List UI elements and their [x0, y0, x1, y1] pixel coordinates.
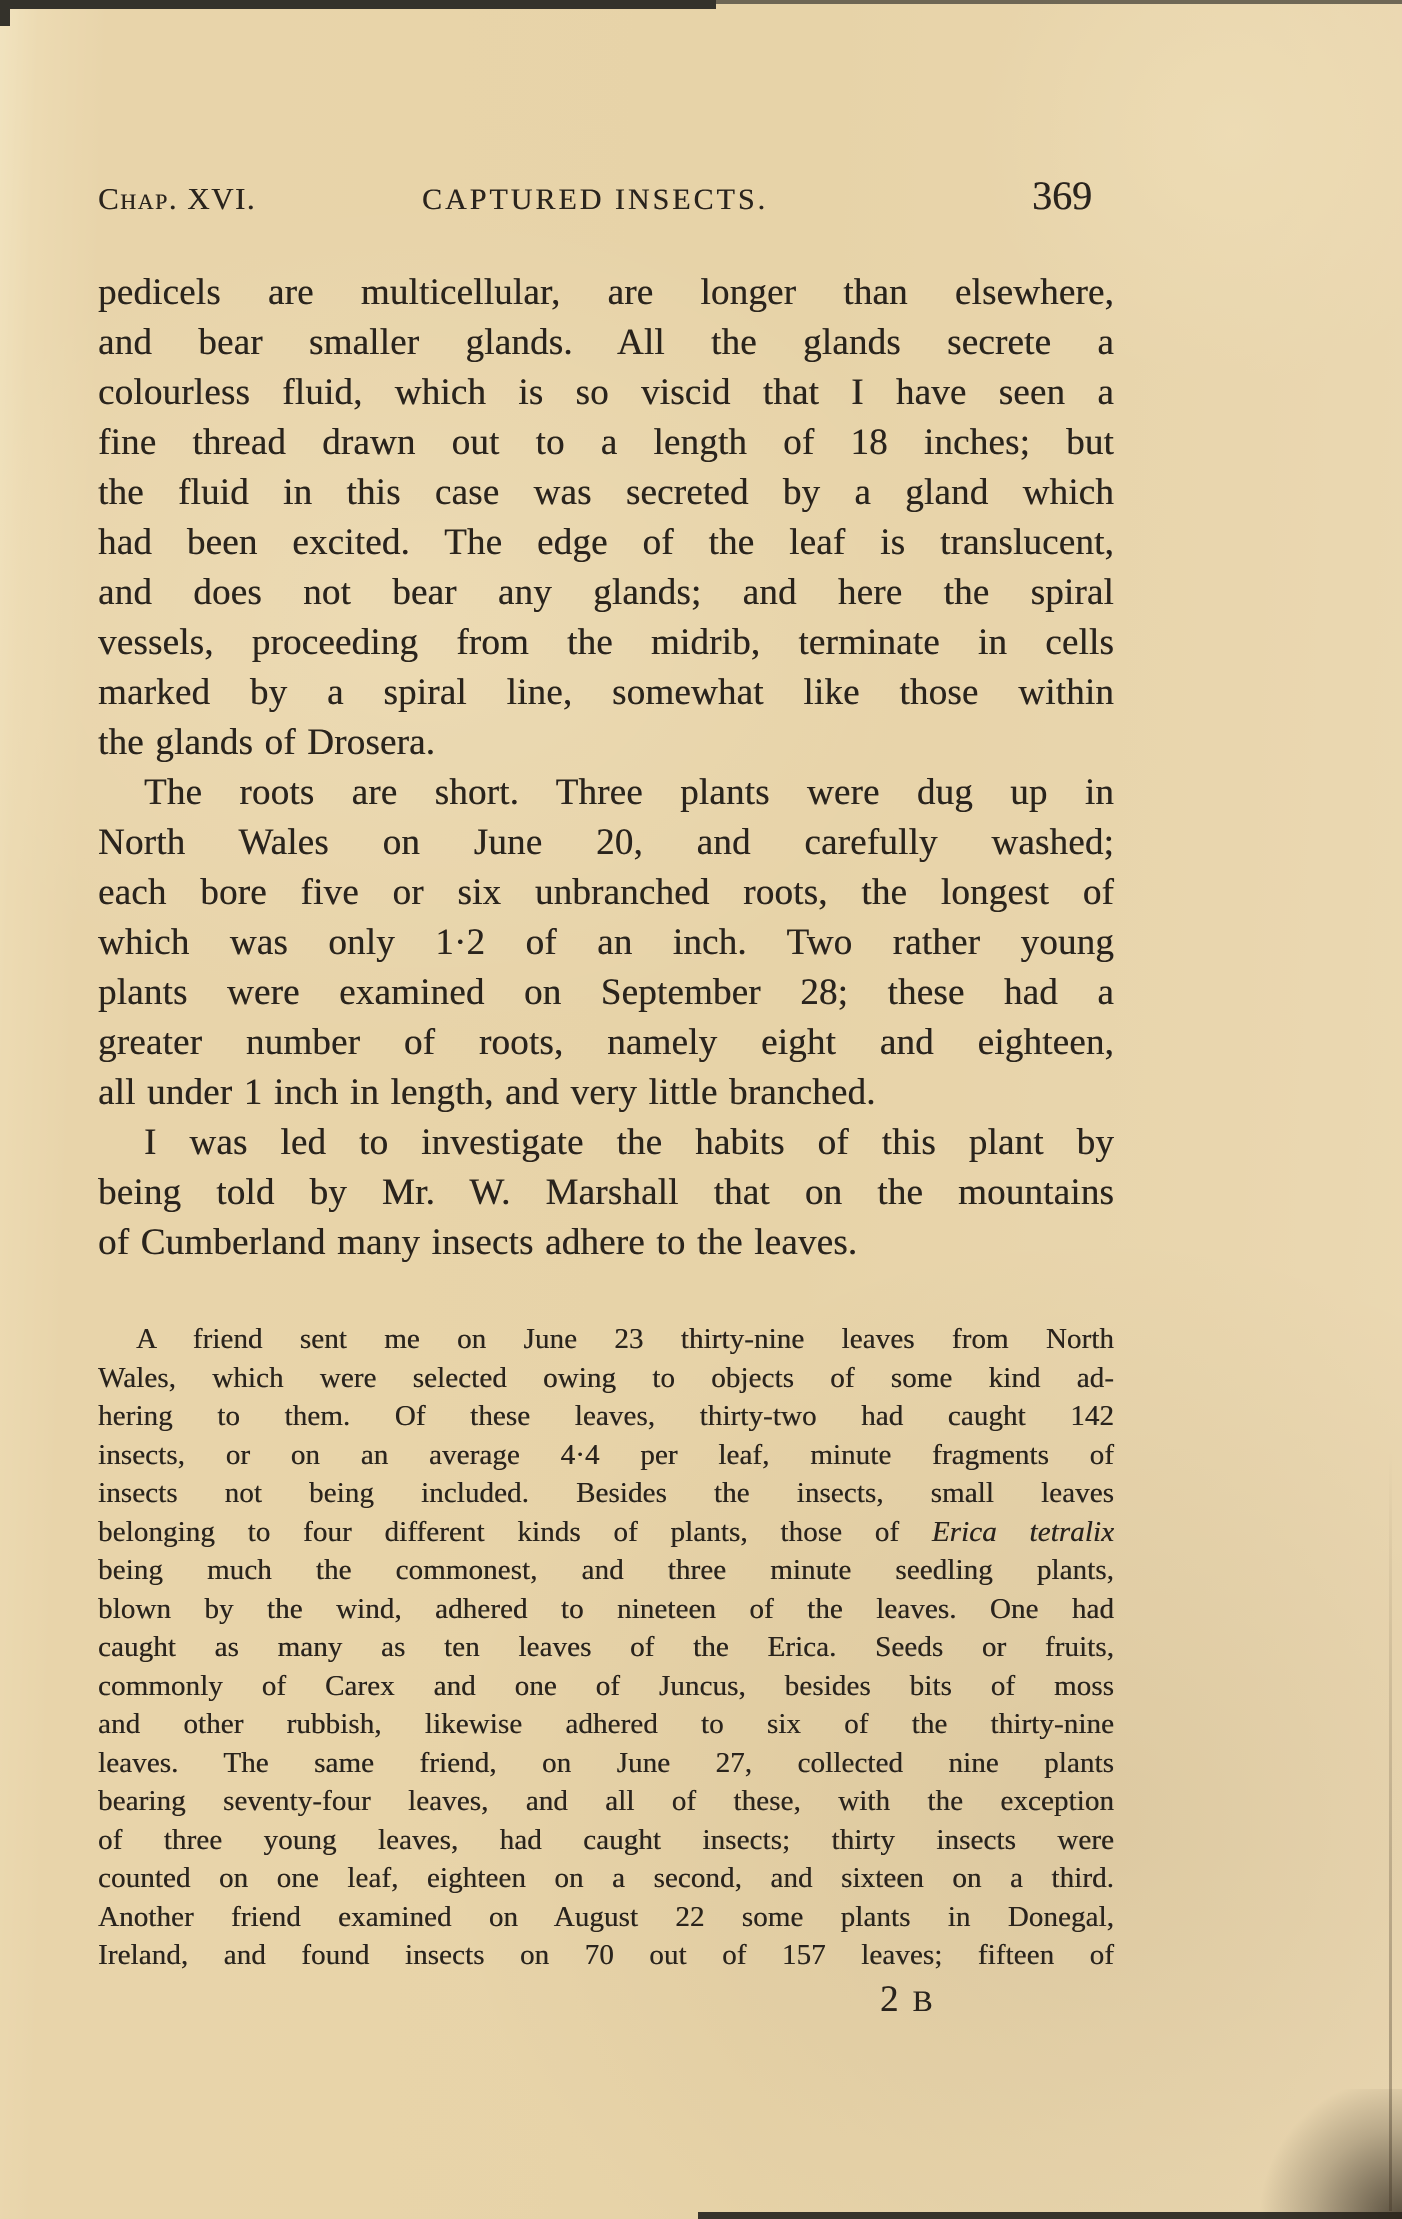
text-line: plants were examined on September 28; these had a [98, 972, 1114, 1013]
signature-number: 2 [880, 1979, 899, 2020]
small-print-text [98, 1320, 1114, 1975]
text-line: and does not bear any glands; and here the spiral [98, 572, 1114, 613]
text-line: vessels, proceeding from the midrib, terminate in cells [98, 622, 1114, 663]
text-line: Wales, which were selected owing to objects of some kind ad- [98, 1361, 1114, 1394]
text-line: the glands of Drosera. [98, 722, 436, 763]
text-line: of three young leaves, had caught insects; thirty insects were [98, 1823, 1114, 1856]
text-line: which was only 1·2 of an inch. Two rather young [98, 922, 1114, 963]
paragraph [98, 768, 1114, 1118]
text-line: I was led to investigate the habits of this plant by [144, 1122, 1114, 1163]
text-line: colourless fluid, which is so viscid that I have seen a [98, 372, 1114, 413]
text-line: caught as many as ten leaves of the Erica. Seeds or fruits, [98, 1631, 1114, 1663]
text-line: being told by Mr. W. Marshall that on the mountains [98, 1172, 1114, 1213]
paragraph [98, 1320, 1114, 1975]
text-line: bearing seventy-four leaves, and all of these, with the exception [98, 1785, 1114, 1817]
italic-text: Erica tetralix [931, 1515, 1114, 1548]
page-header [98, 172, 1114, 219]
text-line: Ireland, and found insects on 70 out of 157 leaves; fifteen of [98, 1939, 1114, 1971]
text-line: North Wales on June 20, and carefully washed; [98, 822, 1114, 863]
signature-letter: B [912, 1985, 933, 2018]
text-line: and bear smaller glands. All the glands secrete a [98, 322, 1114, 363]
text-line: had been excited. The edge of the leaf is translucent, [98, 522, 1114, 563]
scan-artifact-top-right-edge [716, 0, 1402, 4]
text-line: leaves. The same friend, on June 27, collected nine plants [98, 1746, 1114, 1779]
text-line: insects not being included. Besides the insects, small leaves [98, 1477, 1114, 1509]
text-line: insects, or on an average 4·4 per leaf, minute fragments of [98, 1438, 1114, 1471]
text-line: Another friend examined on August 22 some plants in Donegal, [98, 1900, 1114, 1933]
body-text [98, 268, 1114, 1268]
text-line: the fluid in this case was secreted by a gland which [98, 472, 1114, 513]
scan-artifact-corner-shadow [1252, 2089, 1402, 2219]
text-line: counted on one leaf, eighteen on a second, and sixteen on a third. [98, 1862, 1114, 1894]
scan-artifact-top-left-edge [0, 0, 716, 9]
text-line: marked by a spiral line, somewhat like those within [98, 672, 1114, 713]
text-line: and other rubbish, likewise adhered to six of the thirty-nine [98, 1708, 1114, 1740]
paragraph [98, 1118, 1114, 1268]
text-line: belonging to four different kinds of plants, those of Erica tetralix [98, 1515, 1114, 1548]
signature-mark [98, 1978, 1114, 2021]
scan-artifact-top-left-corner [0, 0, 10, 26]
text-line: pedicels are multicellular, are longer than elsewhere, [98, 272, 1114, 313]
text-line: blown by the wind, adhered to nineteen of the leaves. One had [98, 1592, 1114, 1625]
text-line: The roots are short. Three plants were dug up in [144, 772, 1114, 813]
chapter-label: Chap. XVI. [98, 181, 257, 216]
text-line: hering to them. Of these leaves, thirty-two had caught 142 [98, 1400, 1114, 1432]
scan-artifact-page-edge-line [1389, 1450, 1392, 2211]
text-line: of Cumberland many insects adhere to the leaves. [98, 1222, 858, 1263]
text-line: being much the commonest, and three minute seedling plants, [98, 1554, 1114, 1586]
text-line: commonly of Carex and one of Juncus, besides bits of moss [98, 1669, 1114, 1702]
text-line: fine thread drawn out to a length of 18 inches; but [98, 422, 1114, 463]
text-line: greater number of roots, namely eight and eighteen, [98, 1022, 1114, 1063]
running-title: CAPTURED INSECTS. [421, 183, 769, 216]
text-line: A friend sent me on June 23 thirty-nine leaves from North [136, 1323, 1114, 1355]
paragraph [98, 268, 1114, 768]
page-number: 369 [1032, 173, 1093, 218]
text-line: all under 1 inch in length, and very little branched. [98, 1072, 876, 1113]
text-line: each bore five or six unbranched roots, the longest of [98, 872, 1114, 913]
